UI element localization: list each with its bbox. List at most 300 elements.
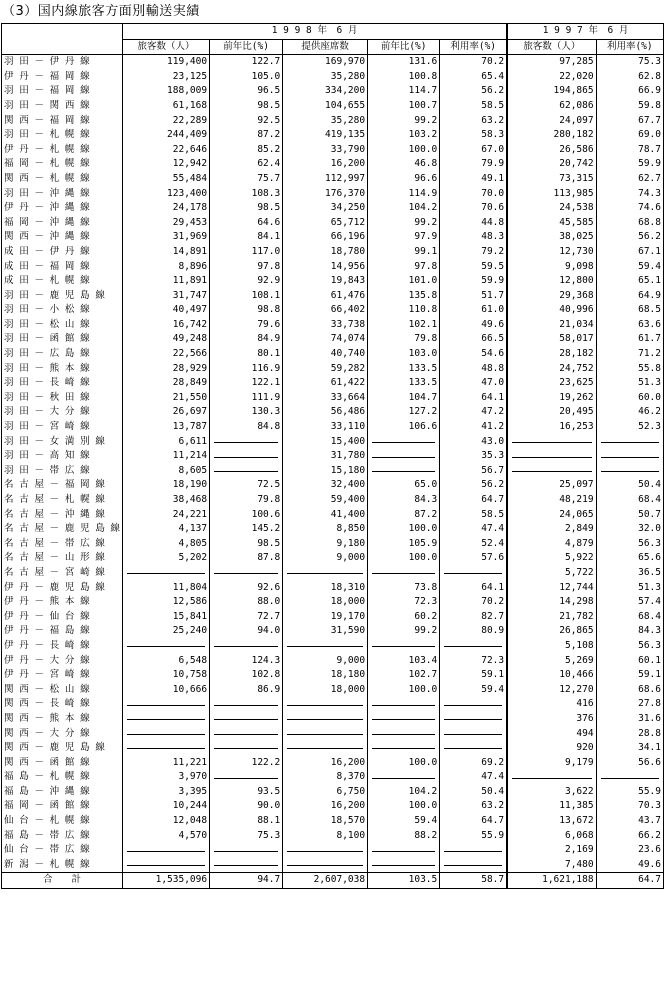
table-row: [2, 347, 664, 362]
route-name: 名 古 屋 － 鹿 児 島 線: [2, 522, 123, 537]
value-cell: 11,804: [123, 581, 210, 596]
value-cell: 43.0: [440, 435, 507, 450]
value-cell: 8,605: [123, 464, 210, 479]
value-cell: 9,098: [507, 260, 596, 275]
dash-line: [444, 851, 502, 852]
value-cell: 31,747: [123, 289, 210, 304]
value-cell: 87.2: [368, 508, 440, 523]
col-yoy-passengers: 前年比(%): [210, 39, 283, 55]
value-cell: 38,468: [123, 493, 210, 508]
dash-line: [372, 471, 435, 472]
dash-line: [214, 734, 278, 735]
route-name: 関 西 － 函 館 線: [2, 756, 123, 771]
value-cell: 122.7: [210, 55, 283, 70]
value-cell: 32,400: [283, 478, 368, 493]
route-name: 伊 丹 － 福 島 線: [2, 624, 123, 639]
value-cell: 97,285: [507, 55, 596, 70]
value-cell: 31,969: [123, 230, 210, 245]
value-cell: 18,190: [123, 478, 210, 493]
route-name: 羽 田 － 伊 丹 線: [2, 55, 123, 70]
value-cell: 334,200: [283, 84, 368, 99]
value-cell: 24,538: [507, 201, 596, 216]
route-name: 羽 田 － 女 満 別 線: [2, 435, 123, 450]
total-value: 2,607,038: [283, 873, 368, 889]
value-cell: 85.2: [210, 143, 283, 158]
value-cell: 55,484: [123, 172, 210, 187]
value-cell: 64.1: [440, 391, 507, 406]
dash-line: [287, 705, 363, 706]
dash-line: [601, 778, 659, 779]
table-row: [2, 172, 664, 187]
value-cell: 69.0: [596, 128, 663, 143]
route-name: 名 古 屋 － 宮 崎 線: [2, 566, 123, 581]
route-name: 福 岡 － 札 幌 線: [2, 157, 123, 172]
value-cell: 188,009: [123, 84, 210, 99]
value-cell: 66,402: [283, 303, 368, 318]
dash-line: [601, 457, 659, 458]
value-cell: 56.3: [596, 537, 663, 552]
table-row: [2, 274, 664, 289]
value-cell: 92.5: [210, 114, 283, 129]
value-cell: 15,841: [123, 610, 210, 625]
route-name: 名 古 屋 － 山 形 線: [2, 551, 123, 566]
table-row: [2, 216, 664, 231]
value-cell: 80.9: [440, 624, 507, 639]
total-value: 64.7: [596, 873, 663, 889]
table-row: [2, 114, 664, 129]
value-cell: 65,712: [283, 216, 368, 231]
empty-cell: [210, 858, 283, 873]
empty-cell: [507, 464, 596, 479]
value-cell: 65.1: [596, 274, 663, 289]
value-cell: 49.1: [440, 172, 507, 187]
value-cell: 68.8: [596, 216, 663, 231]
value-cell: 62.7: [596, 172, 663, 187]
value-cell: 45,585: [507, 216, 596, 231]
value-cell: 55.9: [440, 829, 507, 844]
value-cell: 58.3: [440, 128, 507, 143]
route-name: 福 岡 － 沖 縄 線: [2, 216, 123, 231]
value-cell: 24,065: [507, 508, 596, 523]
value-cell: 4,805: [123, 537, 210, 552]
value-cell: 21,034: [507, 318, 596, 333]
period-1998-header: 1 9 9 8 年 6 月: [123, 24, 508, 40]
table-row: [2, 668, 664, 683]
table-row: [2, 201, 664, 216]
value-cell: 12,942: [123, 157, 210, 172]
col-seats: 提供座席数: [283, 39, 368, 55]
route-name: 関 西 － 熊 本 線: [2, 712, 123, 727]
value-cell: 8,100: [283, 829, 368, 844]
value-cell: 59,282: [283, 362, 368, 377]
page-title: （3）国内線旅客方面別輸送実績: [2, 4, 200, 19]
value-cell: 88.0: [210, 595, 283, 610]
value-cell: 100.0: [368, 799, 440, 814]
value-cell: 28.8: [596, 727, 663, 742]
value-cell: 46.8: [368, 157, 440, 172]
dash-line: [214, 471, 278, 472]
value-cell: 99.2: [368, 624, 440, 639]
value-cell: 59.5: [440, 260, 507, 275]
route-table: [1, 23, 664, 889]
empty-cell: [283, 741, 368, 756]
route-name: 羽 田 － 秋 田 線: [2, 391, 123, 406]
empty-cell: [283, 858, 368, 873]
value-cell: 78.7: [596, 143, 663, 158]
value-cell: 15,180: [283, 464, 368, 479]
route-name: 羽 田 － 沖 縄 線: [2, 187, 123, 202]
value-cell: 56.7: [440, 464, 507, 479]
value-cell: 16,742: [123, 318, 210, 333]
table-row: [2, 756, 664, 771]
value-cell: 40,740: [283, 347, 368, 362]
value-cell: 494: [507, 727, 596, 742]
value-cell: 9,180: [283, 537, 368, 552]
value-cell: 31.6: [596, 712, 663, 727]
table-row: [2, 289, 664, 304]
value-cell: 87.2: [210, 128, 283, 143]
value-cell: 49.6: [596, 858, 663, 873]
value-cell: 97.9: [368, 230, 440, 245]
value-cell: 23,125: [123, 70, 210, 85]
value-cell: 105.9: [368, 537, 440, 552]
value-cell: 59.9: [596, 157, 663, 172]
value-cell: 104.2: [368, 201, 440, 216]
value-cell: 133.5: [368, 376, 440, 391]
empty-cell: [283, 843, 368, 858]
dash-line: [127, 734, 205, 735]
dash-line: [444, 748, 502, 749]
empty-cell: [283, 697, 368, 712]
empty-cell: [596, 464, 663, 479]
value-cell: 93.5: [210, 785, 283, 800]
value-cell: 56.2: [440, 84, 507, 99]
value-cell: 7,480: [507, 858, 596, 873]
empty-cell: [596, 435, 663, 450]
route-name: 羽 田 － 広 島 線: [2, 347, 123, 362]
dash-line: [287, 734, 363, 735]
value-cell: 59.4: [596, 260, 663, 275]
route-name: 関 西 － 福 岡 線: [2, 114, 123, 129]
empty-cell: [368, 639, 440, 654]
route-name: 福 岡 － 函 館 線: [2, 799, 123, 814]
value-cell: 98.5: [210, 201, 283, 216]
empty-cell: [123, 843, 210, 858]
route-name: 関 西 － 沖 縄 線: [2, 230, 123, 245]
value-cell: 51.7: [440, 289, 507, 304]
value-cell: 5,722: [507, 566, 596, 581]
value-cell: 416: [507, 697, 596, 712]
empty-cell: [440, 697, 507, 712]
route-name: 名 古 屋 － 帯 広 線: [2, 537, 123, 552]
value-cell: 62.4: [210, 157, 283, 172]
dash-line: [372, 865, 435, 866]
value-cell: 2,169: [507, 843, 596, 858]
value-cell: 59,400: [283, 493, 368, 508]
dash-line: [214, 778, 278, 779]
dash-line: [444, 646, 502, 647]
value-cell: 98.5: [210, 99, 283, 114]
value-cell: 102.8: [210, 668, 283, 683]
empty-cell: [507, 435, 596, 450]
empty-cell: [123, 727, 210, 742]
value-cell: 12,800: [507, 274, 596, 289]
col-yoy-seats: 前年比(%): [368, 39, 440, 55]
value-cell: 68.6: [596, 683, 663, 698]
route-name: 名 古 屋 － 沖 縄 線: [2, 508, 123, 523]
dash-line: [214, 705, 278, 706]
value-cell: 8,896: [123, 260, 210, 275]
value-cell: 99.2: [368, 216, 440, 231]
value-cell: 10,466: [507, 668, 596, 683]
value-cell: 113,985: [507, 187, 596, 202]
empty-cell: [440, 843, 507, 858]
value-cell: 18,000: [283, 683, 368, 698]
empty-cell: [123, 566, 210, 581]
table-row: [2, 391, 664, 406]
value-cell: 16,200: [283, 157, 368, 172]
value-cell: 94.0: [210, 624, 283, 639]
value-cell: 70.3: [596, 799, 663, 814]
dash-line: [127, 646, 205, 647]
dash-line: [127, 705, 205, 706]
value-cell: 31,780: [283, 449, 368, 464]
value-cell: 22,646: [123, 143, 210, 158]
table-row: [2, 362, 664, 377]
empty-cell: [507, 449, 596, 464]
value-cell: 106.6: [368, 420, 440, 435]
value-cell: 280,182: [507, 128, 596, 143]
table-row: [2, 332, 664, 347]
table-row: [2, 303, 664, 318]
empty-cell: [368, 770, 440, 785]
total-value: 1,535,096: [123, 873, 210, 889]
table-row: [2, 260, 664, 275]
value-cell: 63.2: [440, 799, 507, 814]
empty-cell: [368, 697, 440, 712]
empty-cell: [123, 697, 210, 712]
route-name: 仙 台 － 札 幌 線: [2, 814, 123, 829]
dash-line: [372, 748, 435, 749]
col-load-factor-1997: 利用率(%): [596, 39, 663, 55]
value-cell: 12,270: [507, 683, 596, 698]
value-cell: 75.3: [596, 55, 663, 70]
value-cell: 25,240: [123, 624, 210, 639]
value-cell: 4,137: [123, 522, 210, 537]
value-cell: 117.0: [210, 245, 283, 260]
dash-line: [127, 851, 205, 852]
value-cell: 48,219: [507, 493, 596, 508]
total-value: 94.7: [210, 873, 283, 889]
route-name: 伊 丹 － 沖 縄 線: [2, 201, 123, 216]
route-name: 伊 丹 － 長 崎 線: [2, 639, 123, 654]
value-cell: 64.1: [440, 581, 507, 596]
value-cell: 55.9: [596, 785, 663, 800]
value-cell: 122.1: [210, 376, 283, 391]
value-cell: 22,289: [123, 114, 210, 129]
value-cell: 49.6: [440, 318, 507, 333]
value-cell: 103.2: [368, 128, 440, 143]
dash-line: [512, 471, 591, 472]
table-row: [2, 741, 664, 756]
dash-line: [127, 865, 205, 866]
total-label: 合 計: [2, 873, 123, 889]
value-cell: 18,180: [283, 668, 368, 683]
value-cell: 244,409: [123, 128, 210, 143]
dash-line: [601, 442, 659, 443]
value-cell: 3,622: [507, 785, 596, 800]
value-cell: 49,248: [123, 332, 210, 347]
table-row: [2, 814, 664, 829]
value-cell: 24,752: [507, 362, 596, 377]
empty-cell: [210, 697, 283, 712]
value-cell: 114.9: [368, 187, 440, 202]
value-cell: 74.3: [596, 187, 663, 202]
value-cell: 65.0: [368, 478, 440, 493]
value-cell: 194,865: [507, 84, 596, 99]
table-row: [2, 128, 664, 143]
value-cell: 67.7: [596, 114, 663, 129]
value-cell: 84.1: [210, 230, 283, 245]
value-cell: 72.3: [440, 654, 507, 669]
value-cell: 54.6: [440, 347, 507, 362]
table-row: [2, 376, 664, 391]
value-cell: 84.9: [210, 332, 283, 347]
value-cell: 119,400: [123, 55, 210, 70]
empty-cell: [596, 449, 663, 464]
dash-line: [287, 748, 363, 749]
value-cell: 103.0: [368, 347, 440, 362]
value-cell: 58,017: [507, 332, 596, 347]
value-cell: 57.4: [596, 595, 663, 610]
value-cell: 3,395: [123, 785, 210, 800]
empty-cell: [368, 712, 440, 727]
value-cell: 169,970: [283, 55, 368, 70]
value-cell: 84.3: [368, 493, 440, 508]
value-cell: 20,495: [507, 405, 596, 420]
value-cell: 24,097: [507, 114, 596, 129]
col-passengers-1998: 旅客数（人）: [123, 39, 210, 55]
route-name: 関 西 － 鹿 児 島 線: [2, 741, 123, 756]
dash-line: [444, 573, 502, 574]
value-cell: 12,744: [507, 581, 596, 596]
value-cell: 44.8: [440, 216, 507, 231]
value-cell: 19,843: [283, 274, 368, 289]
route-name: 羽 田 － 大 分 線: [2, 405, 123, 420]
route-name: 羽 田 － 熊 本 線: [2, 362, 123, 377]
value-cell: 61.0: [440, 303, 507, 318]
dash-line: [512, 778, 591, 779]
value-cell: 20,742: [507, 157, 596, 172]
value-cell: 96.5: [210, 84, 283, 99]
route-name: 羽 田 － 福 岡 線: [2, 84, 123, 99]
table-row: [2, 566, 664, 581]
table-row: [2, 478, 664, 493]
value-cell: 9,000: [283, 551, 368, 566]
value-cell: 64.6: [210, 216, 283, 231]
value-cell: 28,182: [507, 347, 596, 362]
value-cell: 56,486: [283, 405, 368, 420]
empty-cell: [283, 639, 368, 654]
value-cell: 59.4: [440, 683, 507, 698]
value-cell: 50.7: [596, 508, 663, 523]
value-cell: 26,586: [507, 143, 596, 158]
dash-line: [214, 748, 278, 749]
value-cell: 15,400: [283, 435, 368, 450]
value-cell: 47.4: [440, 770, 507, 785]
empty-cell: [368, 843, 440, 858]
value-cell: 71.2: [596, 347, 663, 362]
value-cell: 43.7: [596, 814, 663, 829]
table-row: [2, 829, 664, 844]
table-row: [2, 70, 664, 85]
empty-cell: [507, 770, 596, 785]
value-cell: 100.8: [368, 70, 440, 85]
value-cell: 32.0: [596, 522, 663, 537]
value-cell: 100.0: [368, 551, 440, 566]
value-cell: 5,108: [507, 639, 596, 654]
table-row: [2, 318, 664, 333]
value-cell: 84.3: [596, 624, 663, 639]
route-name: 成 田 － 福 岡 線: [2, 260, 123, 275]
value-cell: 108.1: [210, 289, 283, 304]
value-cell: 3,970: [123, 770, 210, 785]
route-name: 羽 田 － 函 館 線: [2, 332, 123, 347]
col-passengers-1997: 旅客数（人）: [507, 39, 596, 55]
value-cell: 38,025: [507, 230, 596, 245]
value-cell: 62.8: [596, 70, 663, 85]
total-value: 58.7: [440, 873, 507, 889]
dash-line: [372, 442, 435, 443]
route-name: 伊 丹 － 福 岡 線: [2, 70, 123, 85]
dash-line: [512, 457, 591, 458]
value-cell: 56.2: [440, 478, 507, 493]
value-cell: 13,787: [123, 420, 210, 435]
value-cell: 11,221: [123, 756, 210, 771]
empty-cell: [440, 712, 507, 727]
col-load-factor-1998: 利用率(%): [440, 39, 507, 55]
value-cell: 63.2: [440, 114, 507, 129]
table-row: [2, 654, 664, 669]
value-cell: 100.0: [368, 143, 440, 158]
value-cell: 29,368: [507, 289, 596, 304]
value-cell: 56.2: [596, 230, 663, 245]
value-cell: 79.8: [210, 493, 283, 508]
dash-line: [214, 457, 278, 458]
route-name: 羽 田 － 鹿 児 島 線: [2, 289, 123, 304]
value-cell: 112,997: [283, 172, 368, 187]
value-cell: 92.6: [210, 581, 283, 596]
value-cell: 40,497: [123, 303, 210, 318]
value-cell: 18,780: [283, 245, 368, 260]
table-row: [2, 770, 664, 785]
value-cell: 124.3: [210, 654, 283, 669]
dash-line: [287, 851, 363, 852]
total-row: [2, 873, 664, 889]
dash-line: [214, 851, 278, 852]
value-cell: 2,849: [507, 522, 596, 537]
dash-line: [287, 573, 363, 574]
value-cell: 28,849: [123, 376, 210, 391]
value-cell: 28,929: [123, 362, 210, 377]
value-cell: 10,758: [123, 668, 210, 683]
table-row: [2, 420, 664, 435]
table-row: [2, 785, 664, 800]
route-name: 新 潟 － 札 幌 線: [2, 858, 123, 873]
value-cell: 100.0: [368, 683, 440, 698]
value-cell: 19,262: [507, 391, 596, 406]
value-cell: 80.1: [210, 347, 283, 362]
